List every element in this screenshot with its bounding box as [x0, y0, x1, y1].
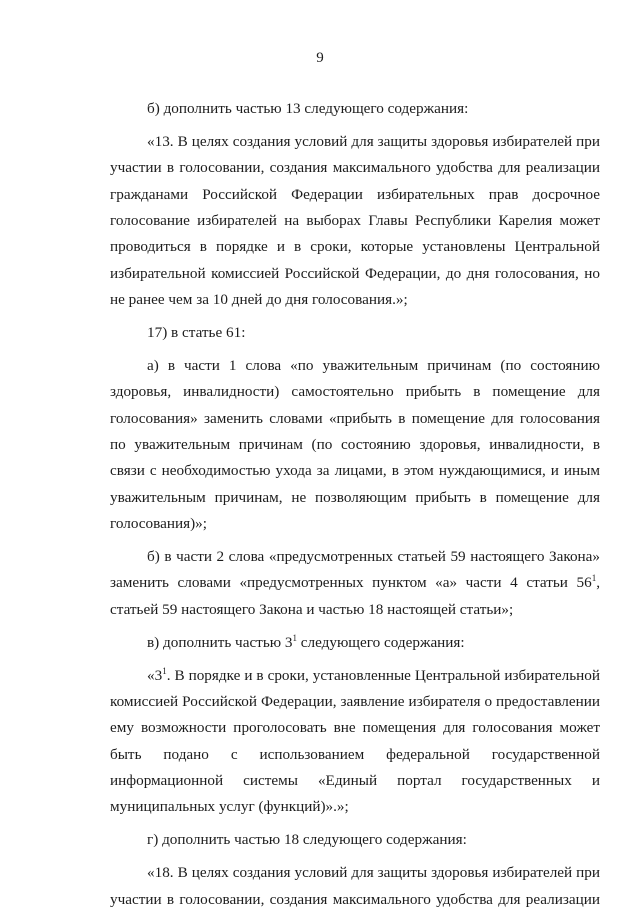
page-number: 9 — [316, 50, 324, 66]
text-run: . В порядке и в сроки, установленные Центральной избирательной комиссией Российской Федерации, заявление избирателя о предоставлении ему возможности проголосовать вне помещения для голосования может быть подано с использованием федеральной государственной информационной системы «Единый портал государственных и муниципальных услуг (функций)».»; — [110, 666, 604, 816]
document-body — [110, 96, 604, 920]
text-run: 17) в статье 61: — [147, 323, 246, 341]
text-run: «3 — [147, 666, 163, 684]
text-run: г) дополнить частью 18 следующего содержания: — [147, 831, 467, 849]
paragraph — [110, 827, 600, 853]
paragraph — [110, 663, 604, 821]
text-run: «13. В целях создания условий для защиты здоровья избирателей при участии в голосовании, создания максимального удобства для реализации гражданами Российской Федерации избирательных прав досрочное голосование избирателей на выборах Главы Республики Карелия может проводиться в порядке и в сроки, которые установлены Центральной избирательной комиссией Российской Федерации, до дня голосования, но не ранее чем за 10 дней до дня голосования.»; — [110, 133, 604, 308]
text-run: «18. В целях создания условий для защиты здоровья избирателей при участии в голосовании, создания максимального удобства для реализации — [110, 864, 604, 908]
paragraph — [110, 129, 604, 313]
text-run: б) в части 2 слова «предусмотренных статьей 59 настоящего Закона» заменить словами «предусмотренных пунктом «а» части 4 статьи 56 — [110, 547, 604, 592]
text-run: б) дополнить частью 13 следующего содержания: — [147, 100, 469, 117]
text-run: , статьей 59 настоящего Закона и частью 18 настоящей статьи»; — [110, 574, 604, 618]
paragraph — [110, 353, 604, 537]
paragraph — [110, 320, 600, 346]
superscript: 1 — [591, 573, 597, 584]
paragraph — [110, 630, 600, 656]
text-run: следующего содержания: — [296, 633, 465, 651]
text-run: а) в части 1 слова «по уважительным причинам (по состоянию здоровья, инвалидности) самостоятельно прибыть в помещение для голосования» заменить словами «прибыть в помещение для голосования по уважительным причинам (по состоянию здоровья, инвалидности, в связи с необходимостью ухода за лицами, в этом нуждающимися, и иным уважительным причинам, не позволяющим прибыть в помещение для голосования)»; — [110, 357, 604, 532]
superscript: 1 — [292, 632, 297, 643]
paragraph — [110, 96, 600, 122]
paragraph — [110, 544, 604, 623]
superscript: 1 — [162, 665, 167, 676]
paragraph — [110, 860, 604, 913]
text-run: в) дополнить частью 3 — [147, 633, 293, 651]
